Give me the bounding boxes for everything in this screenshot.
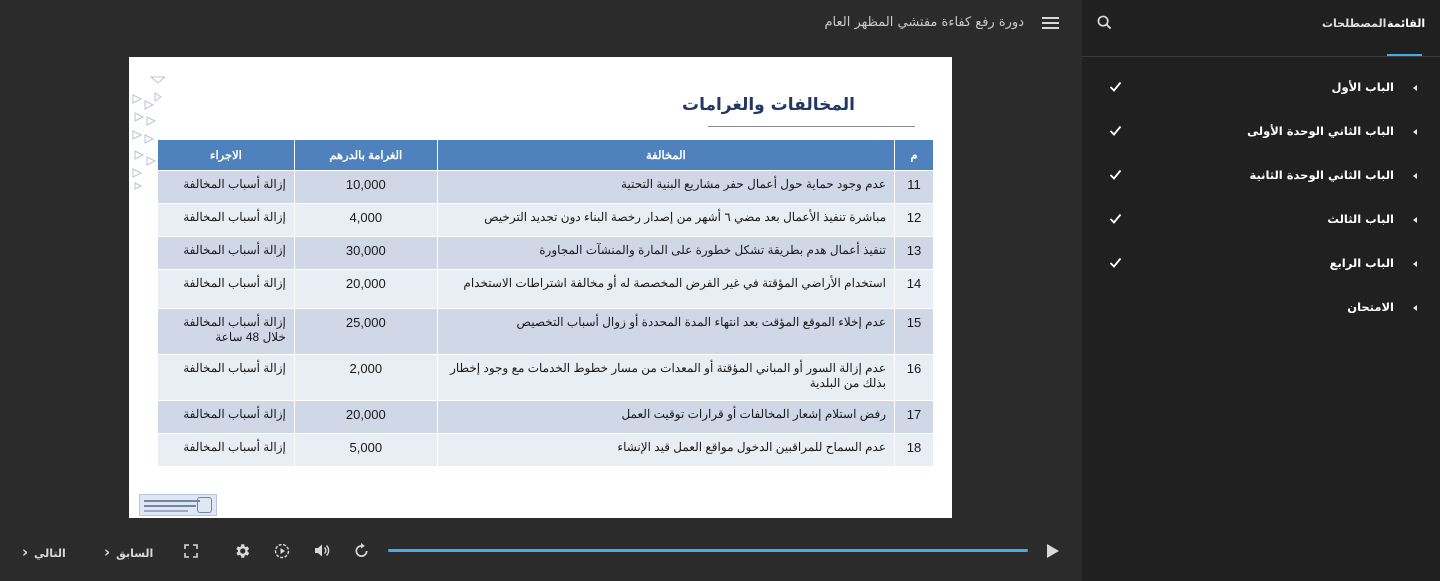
cell-action: إزالة أسباب المخالفة: [158, 401, 295, 434]
replay-icon[interactable]: [354, 543, 369, 558]
cell-fine: 2,000: [294, 355, 437, 401]
chevron-left-icon: ‹: [22, 543, 29, 561]
cell-action: إزالة أسباب المخالفة: [158, 355, 295, 401]
cell-number: 14: [895, 270, 934, 309]
cell-action: إزالة أسباب المخالفة: [158, 171, 295, 204]
header-number: م: [895, 140, 934, 171]
cell-fine: 25,000: [294, 309, 437, 355]
search-icon[interactable]: [1097, 15, 1112, 30]
header-violation: المخالفة: [437, 140, 894, 171]
sidebar-item-chapter-1[interactable]: [1082, 73, 1440, 103]
sidebar-item-label: الباب الثاني الوحدة الأولى: [1247, 124, 1394, 138]
player-controls: [0, 528, 1082, 573]
next-button[interactable]: [22, 543, 66, 561]
cell-violation: مباشرة تنفيذ الأعمال بعد مضي ٦ أشهر من إصدار رخصة البناء دون تجديد الترخيص: [437, 204, 894, 237]
cell-action: إزالة أسباب المخالفة: [158, 434, 295, 467]
prev-button[interactable]: [104, 543, 153, 561]
slide-title: المخالفات والغرامات: [681, 95, 855, 115]
caret-left-icon: [1413, 261, 1417, 267]
cell-violation: استخدام الأراضي المؤقتة في غير الفرض المخصصة له أو مخالفة اشتراطات الاستخدام: [437, 270, 894, 309]
cell-violation: عدم السماح للمراقبين الدخول مواقع العمل قيد الإنشاء: [437, 434, 894, 467]
cell-violation: عدم إزالة السور أو المباني المؤقتة أو المعدات من مسار خطوط الخدمات مع وجود إخطار بذلك من البلدية: [437, 355, 894, 401]
sidebar-item-label: الباب الأول: [1331, 80, 1394, 94]
caret-left-icon: [1413, 305, 1417, 311]
caret-left-icon: [1413, 129, 1417, 135]
header-action: الاجراء: [158, 140, 295, 171]
cell-action: إزالة أسباب المخالفة: [158, 270, 295, 309]
header-fine: الغرامة بالدرهم: [294, 140, 437, 171]
cell-fine: 30,000: [294, 237, 437, 270]
tab-menu[interactable]: القائمة: [1387, 17, 1426, 30]
cell-fine: 10,000: [294, 171, 437, 204]
sidebar-item-exam[interactable]: [1082, 293, 1440, 323]
caret-left-icon: [1413, 173, 1417, 179]
title-divider: [708, 126, 915, 127]
cell-number: 17: [895, 401, 934, 434]
chevron-left-icon: ‹: [104, 543, 111, 561]
cell-violation: عدم إخلاء الموقع المؤقت بعد انتهاء المدة المحددة أو زوال أسباب التخصيص: [437, 309, 894, 355]
table-row: [158, 237, 934, 270]
player-header: [0, 0, 1082, 48]
cell-violation: رفض استلام إشعار المخالفات أو قرارات توقيت العمل: [437, 401, 894, 434]
cell-number: 11: [895, 171, 934, 204]
sidebar-item-label: الباب الرابع: [1329, 256, 1394, 270]
cell-action: إزالة أسباب المخالفة: [158, 204, 295, 237]
cell-number: 16: [895, 355, 934, 401]
sidebar-item-chapter-2-unit-1[interactable]: [1082, 117, 1440, 147]
tab-glossary[interactable]: المصطلحات: [1322, 17, 1387, 30]
cell-fine: 4,000: [294, 204, 437, 237]
table-row: [158, 434, 934, 467]
sidebar-item-chapter-4[interactable]: [1082, 249, 1440, 279]
sidebar-item-chapter-3[interactable]: [1082, 205, 1440, 235]
check-icon: [1109, 213, 1122, 224]
table-row: [158, 309, 934, 355]
slide-canvas: [129, 57, 952, 518]
playback-speed-icon[interactable]: [274, 543, 290, 559]
check-icon: [1109, 125, 1122, 136]
fullscreen-icon[interactable]: [184, 544, 198, 558]
next-label: التالي: [34, 547, 66, 560]
cell-number: 13: [895, 237, 934, 270]
table-row: [158, 401, 934, 434]
table-row: [158, 355, 934, 401]
violations-table: [157, 139, 934, 467]
table-row: [158, 270, 934, 309]
course-title: دورة رفع كفاءة مفتشي المظهر العام: [824, 15, 1024, 30]
cell-fine: 20,000: [294, 270, 437, 309]
sidebar-item-label: الباب الثالث: [1327, 212, 1394, 226]
volume-icon[interactable]: [314, 543, 331, 558]
table-header-row: [158, 140, 934, 171]
caret-left-icon: [1413, 217, 1417, 223]
play-icon[interactable]: [1046, 543, 1060, 559]
cell-fine: 20,000: [294, 401, 437, 434]
department-logo: [139, 494, 217, 516]
cell-number: 12: [895, 204, 934, 237]
cell-action: إزالة أسباب المخالفة خلال 48 ساعة: [158, 309, 295, 355]
table-row: [158, 171, 934, 204]
check-icon: [1109, 169, 1122, 180]
cell-violation: تنفيذ أعمال هدم بطريقة تشكل خطورة على المارة والمنشآت المجاورة: [437, 237, 894, 270]
cell-violation: عدم وجود حماية حول أعمال حفر مشاريع البنية التحتية: [437, 171, 894, 204]
table-row: [158, 204, 934, 237]
gear-icon[interactable]: [233, 542, 251, 560]
sidebar-item-chapter-2-unit-2[interactable]: [1082, 161, 1440, 191]
sidebar-item-label: الباب الثاني الوحدة الثانية: [1249, 168, 1394, 182]
progress-bar[interactable]: [388, 549, 1028, 552]
cell-number: 18: [895, 434, 934, 467]
caret-left-icon: [1413, 85, 1417, 91]
check-icon: [1109, 81, 1122, 92]
hamburger-icon[interactable]: [1042, 17, 1059, 30]
cell-fine: 5,000: [294, 434, 437, 467]
sidebar: [1082, 0, 1440, 581]
cell-number: 15: [895, 309, 934, 355]
cell-action: إزالة أسباب المخالفة: [158, 237, 295, 270]
prev-label: السابق: [116, 547, 154, 560]
active-tab-indicator: [1387, 54, 1422, 56]
check-icon: [1109, 257, 1122, 268]
sidebar-item-label: الامتحان: [1347, 300, 1394, 314]
sidebar-header: [1082, 0, 1440, 57]
